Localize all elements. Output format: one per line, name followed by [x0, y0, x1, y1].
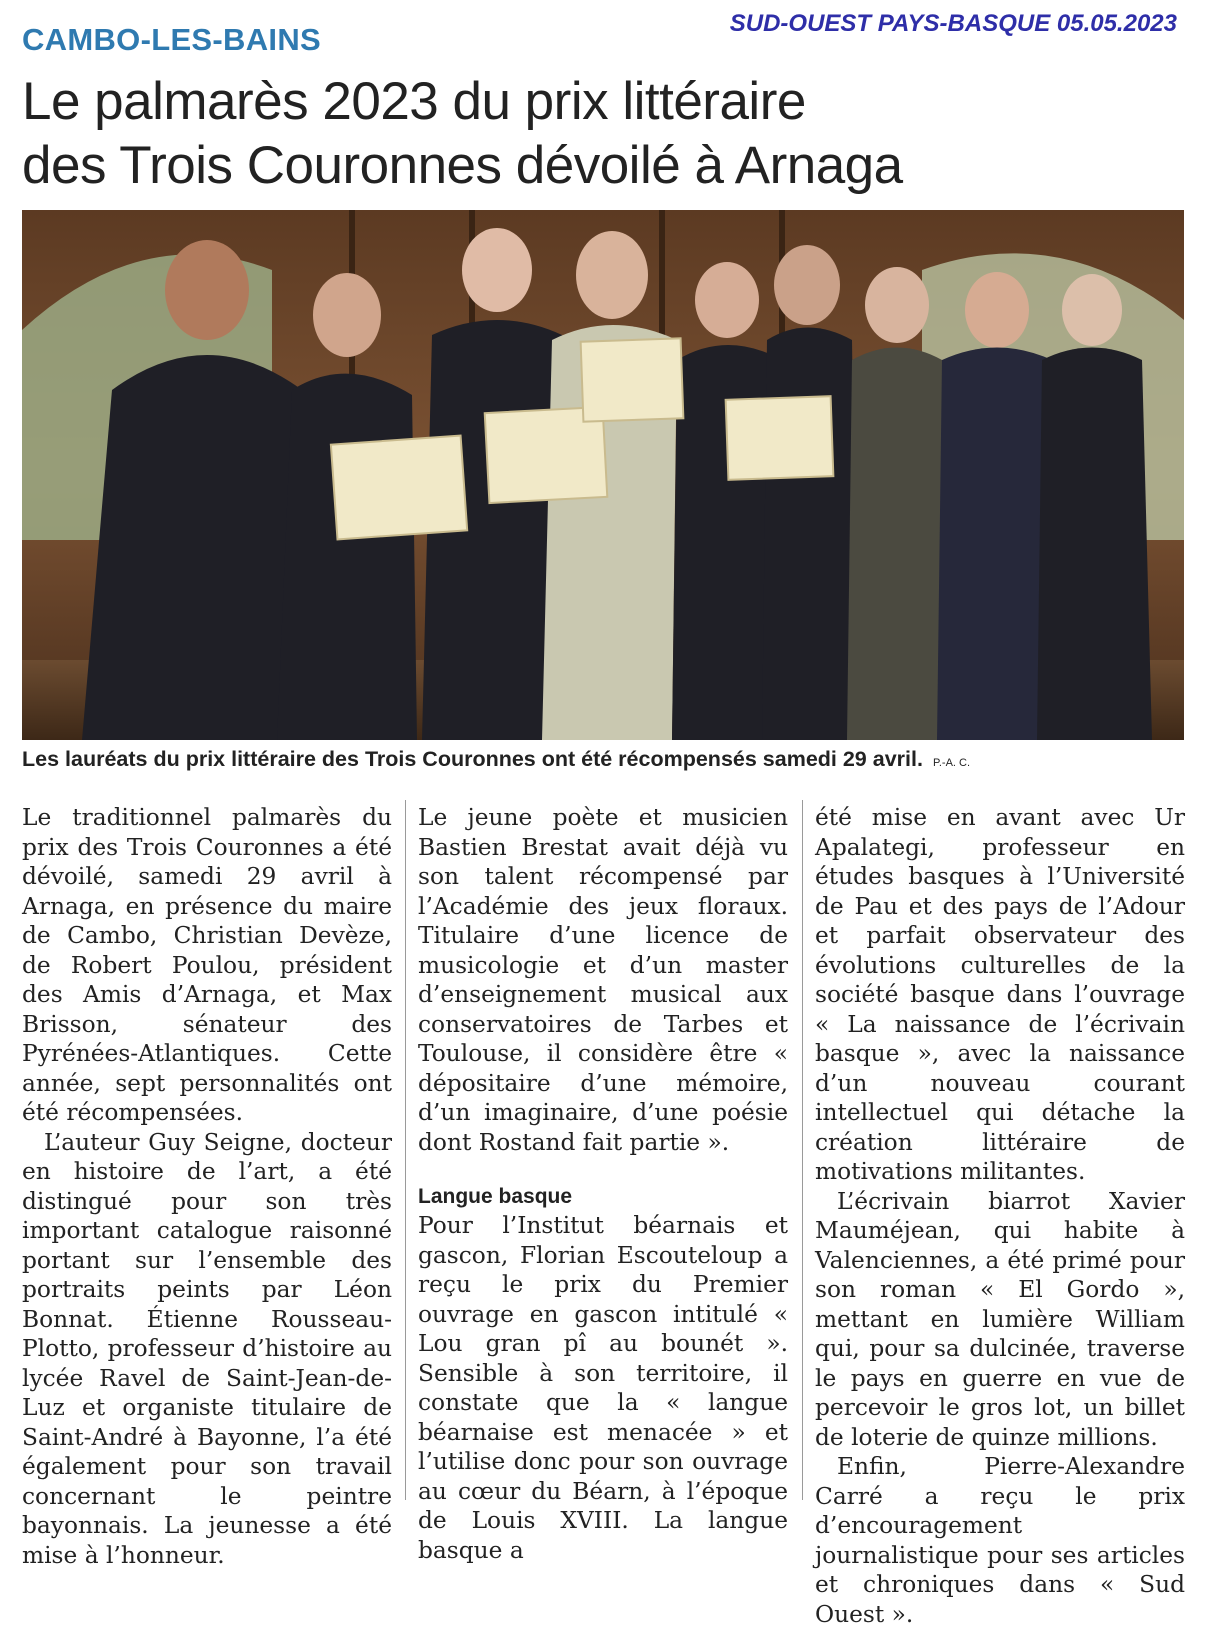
photo-illustration	[22, 210, 1184, 740]
paragraph: Le jeune poète et musicien Bastien Brestat avait déjà vu son talent récompensé par l’Académie des jeux floraux. Titulaire d’une licence de musicologie et d’un master d’enseignement musical aux conservatoires de Tarbes et Toulouse, il considère être « dépositaire d’une mémoire, d’un imaginaire, d’une poésie dont Rostand fait partie ».	[418, 804, 788, 1156]
section-subhead: Langue basque	[418, 1185, 573, 1208]
headline-line-1: Le palmarès 2023 du prix littéraire	[22, 72, 806, 131]
column-divider	[405, 800, 406, 1500]
headline-line-2: des Trois Couronnes dévoilé à Arnaga	[22, 136, 903, 195]
photo-credit: P.-A. C.	[932, 757, 971, 769]
paragraph: Le traditionnel palmarès du prix des Trois Couronnes a été dévoilé, samedi 29 avril à Arnaga, en présence du maire de Cambo, Christian Devèze, de Robert Poulou, président des Amis d’Arnaga, et Max Brisson, sénateur des Pyrénées-Atlantiques. Cette année, sept personnalités ont été récompensées.	[22, 804, 392, 1126]
paragraph: Enfin, Pierre-Alexandre Carré a reçu le prix d’encouragement journalistique pour ses articles et chroniques dans « Sud Ouest ».	[815, 1453, 1185, 1628]
paragraph: été mise en avant avec Ur Apalategi, professeur en études basques à l’Université de Pau et des pays de l’Adour et parfait observateur des évolutions culturelles de la société basque dans l’ouvrage « La naissance de l’écrivain basque », avec la naissance d’un nouveau courant intellectuel qui détache la création littéraire de motivations militantes.	[815, 804, 1185, 1185]
rubric: CAMBO-LES-BAINS	[22, 22, 321, 57]
group-photo	[22, 210, 1184, 740]
caption-text: Les lauréats du prix littéraire des Trois Couronnes ont été récompensés samedi 29 avril.	[22, 747, 923, 771]
headline	[22, 70, 1192, 198]
paragraph: L’auteur Guy Seigne, docteur en histoire de l’art, a été distingué pour son très important catalogue raisonné portant sur l’ensemble des portraits peints par Léon Bonnat. Étienne Rousseau-Plotto, professeur d’histoire au lycée Ravel de Saint-Jean-de-Luz et organiste titulaire de Saint-André à Bayonne, l’a été également pour son travail concernant le peintre bayonnais. La jeunesse a été mise à l’honneur.	[22, 1128, 392, 1569]
masthead-date: SUD-OUEST PAYS-BASQUE 05.05.2023	[729, 10, 1177, 37]
photo-caption	[22, 747, 1192, 772]
article-column-2	[418, 803, 788, 1565]
article-column-3	[815, 803, 1185, 1629]
article-column-1	[22, 803, 392, 1570]
paragraph: Pour l’Institut béarnais et gascon, Florian Escouteloup a reçu le prix du Premier ouvrage en gascon intitulé « Lou gran pî au bounét ». Sensible à son territoire, il constate que la « langue béarnaise est menacée » et l’utilise donc pour son ouvrage au cœur du Béarn, à l’époque de Louis XVIII. La langue basque a	[418, 1212, 788, 1564]
column-divider	[802, 800, 803, 1500]
paragraph: L’écrivain biarrot Xavier Mauméjean, qui habite à Valenciennes, a été primé pour son roman « El Gordo », mettant en lumière William qui, pour sa dulcinée, traverse le pays en guerre en vue de percevoir le gros lot, un billet de loterie de quinze millions.	[815, 1187, 1185, 1451]
